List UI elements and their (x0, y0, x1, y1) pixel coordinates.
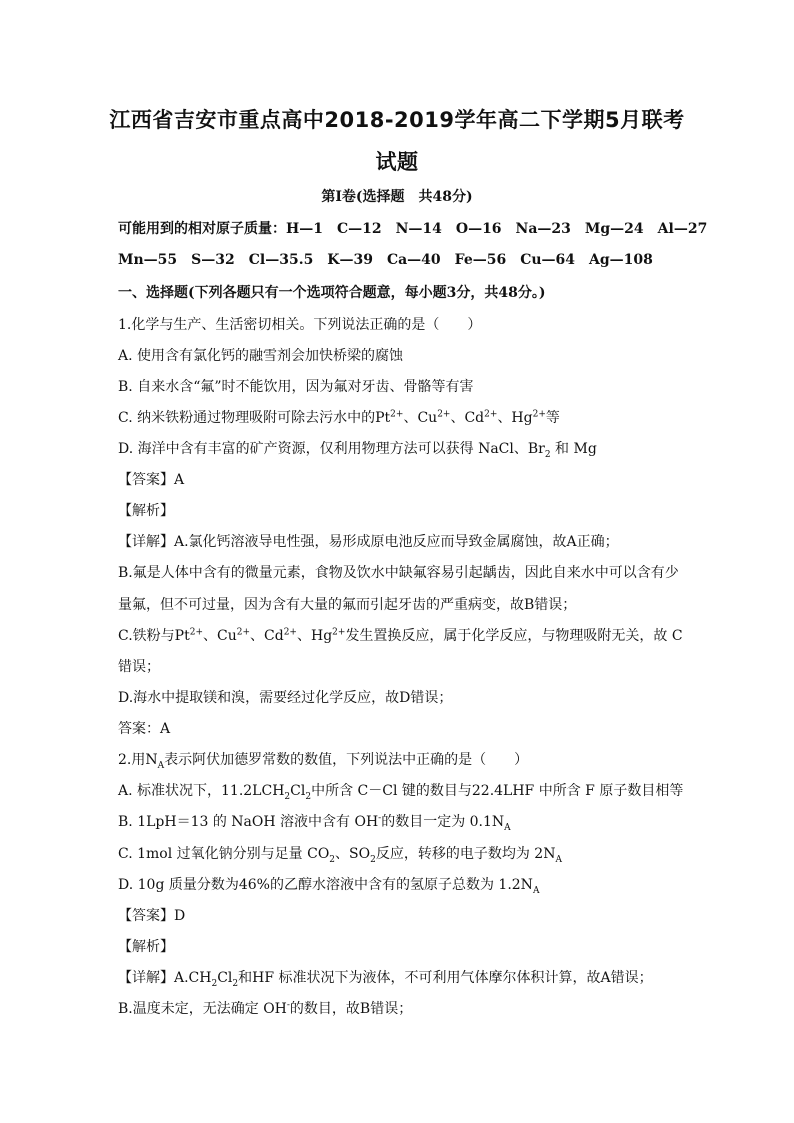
q2-option-b: B. 1LpH＝13 的 NaOH 溶液中含有 OH-的数目一定为 $0.1N_A$ (118, 813, 511, 833)
q2-detail-b: B.温度未定，无法确定 OH-的数目，故B错误； (118, 1000, 413, 1017)
q2-stem: 2.用$N_A$表示阿伏加德罗常数的数值，下列说法中正确的是（ ） (118, 752, 529, 771)
q1-option-c: C. 纳米铁粉通过物理吸附可除去污水中的$Pt^{2+}$、$Cu^{2+}$、$Cd^{2+}$、$Hg^{2+}$等 (118, 409, 560, 426)
q1-analysis-label: 【解析】 (118, 503, 174, 519)
q2-analysis-label: 【解析】 (118, 939, 174, 955)
q1-option-d: D. 海洋中含有丰富的矿产资源，仅利用物理方法可以获得 NaCl、$Br_2$ 和 Mg (118, 441, 597, 460)
q2-option-a: A. 标准状况下，$11.2LCH_2Cl_2$中所含 C－Cl 键的数目与22.4LHF 中所含 F 原子数目相等 (118, 783, 684, 802)
q2-option-c: C. 1mol 过氧化钠分别与足量 $CO_2$、$SO_2$反应，转移的电子数均为 $2N_A$ (118, 846, 562, 865)
atomic-mass-line-1: 可能用到的相对原子质量：H—1 C—12 N—14 O—16 Na—23 Mg—24 Al—27 (118, 221, 708, 237)
q2-answer: 【答案】D (118, 908, 186, 924)
q2-detail-a: 【详解】$A.CH_2Cl_2$和HF 标准状况下为液体，不可利用气体摩尔体积计算，故A错误； (118, 970, 653, 989)
q1-detail-c-1: C.铁粉与$Pt^{2+}$、$Cu^{2+}$、$Cd^{2+}$、$Hg^{2+}$发生置换反应，属于化学反应，与物理吸附无关，故 C (118, 627, 683, 644)
q1-detail-b-2: 量氟，但不可过量，因为含有大量的氟而引起牙齿的严重病变，故B错误； (118, 597, 577, 613)
q1-option-a: A. 使用含有氯化钙的融雪剂会加快桥梁的腐蚀 (118, 348, 404, 364)
q1-detail-a: 【详解】A.氯化钙溶液导电性强，易形成原电池反应而导致金属腐蚀，故A正确； (118, 534, 619, 550)
q1-final-answer: 答案：A (118, 721, 171, 737)
q1-detail-b-1: B.氟是人体中含有的微量元素，食物及饮水中缺氟容易引起龋齿，因此自来水中可以含有少 (118, 565, 679, 581)
document-title: 江西省吉安市重点高中2018-2019学年高二下学期5月联考 (109, 108, 685, 132)
section-title: 第Ⅰ卷(选择题 共48分) (321, 189, 473, 205)
document-title-line2: 试题 (375, 150, 419, 174)
q1-detail-d: D.海水中提取镁和溴，需要经过化学反应，故D错误； (118, 690, 453, 706)
q1-detail-c-2: 错误； (118, 659, 160, 675)
q1-stem: 1.化学与生产、生活密切相关。下列说法正确的是（ ） (118, 317, 482, 333)
q2-option-d: D. 10g 质量分数为46%的乙醇水溶液中含有的氢原子总数为 $1.2N_A$ (118, 877, 540, 896)
part-heading: 一、选择题(下列各题只有一个选项符合题意，每小题3分，共48分。) (118, 285, 546, 301)
q1-option-b: B. 自来水含“氟”时不能饮用，因为氟对牙齿、骨骼等有害 (118, 379, 474, 395)
q1-answer: 【答案】A (118, 472, 185, 488)
atomic-mass-line-2: Mn—55 S—32 Cl—35.5 K—39 Ca—40 Fe—56 Cu—64 Ag—108 (118, 252, 653, 268)
